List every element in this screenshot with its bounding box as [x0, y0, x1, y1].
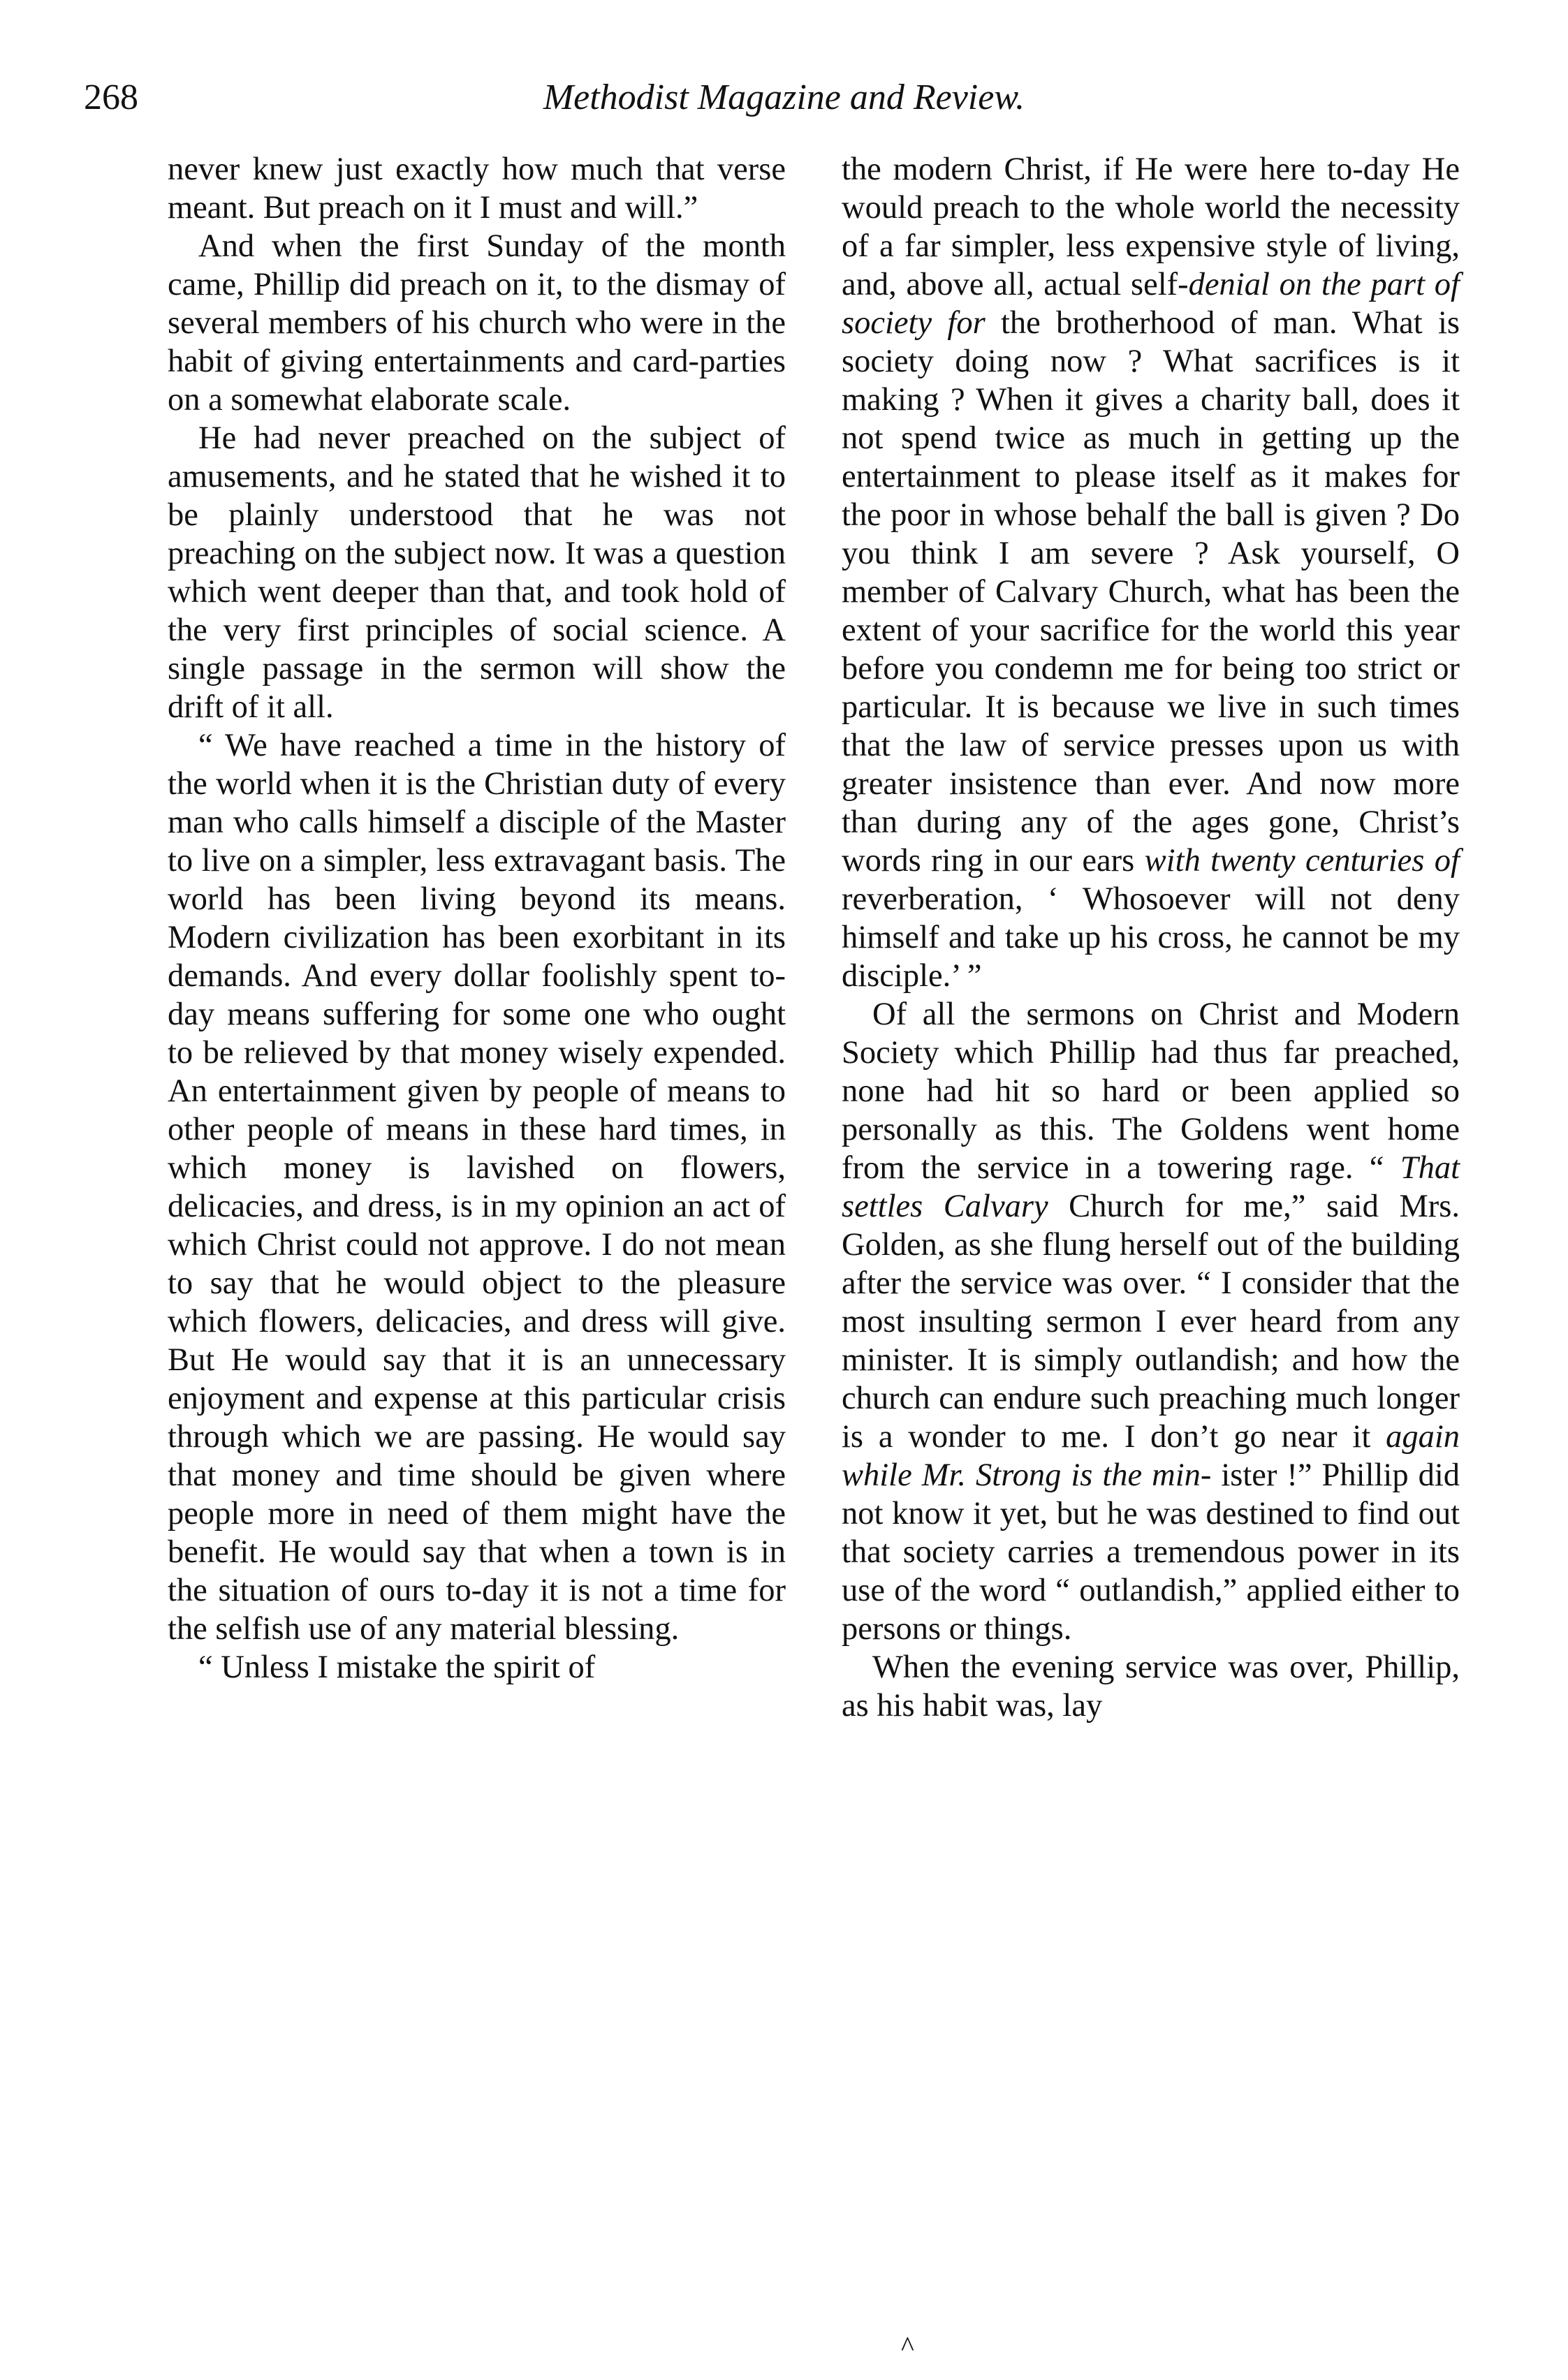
text-run: ister !” Phillip did not know it yet, but he was destined to find out that society carries a tremendous power in its use of the word “ outlandish,” applied either to persons or things.	[842, 1457, 1460, 1647]
paragraph: “ We have reached a time in the history of the world when it is the Christian duty of every man who calls himself a disciple of the Master to live on a simpler, less extravagant basis. The world has been living beyond its means. Modern civilization has been exorbitant in its demands. And every dollar foolishly spent to-day means suffering for some one who ought to be relieved by that money wisely expended. An entertainment given by people of means to other people of means in these hard times, in which money is lavished on flowers, delicacies, and dress, is in my opinion an act of which Christ could not approve. I do not mean to say that he would object to the pleasure which flowers, delicacies, and dress will give. But He would say that it is an unnecessary enjoyment and expense at this particular crisis through which we are passing. He would say that money and time should be given where people more in need of them might have the benefit. He would say that when a town is in the situation of ours to-day it is not a time for the selfish use of any material blessing.	[168, 728, 786, 1647]
text-run: Church for me,” said Mrs. Golden, as she flung herself out of the building after the service was over. “ I consider that the most insulting sermon I ever heard from any minister. It is simply outlandish; and how the church can endure such preaching much longer is a wonder to me. I don’t go near it	[842, 1189, 1460, 1455]
italic-text: That settles Calvary	[842, 1150, 1460, 1224]
paragraph	[842, 995, 1460, 1648]
text-run: the modern Christ, if He were here to-day He would preach to the whole world the necessity of a far simpler, less expensive style of living, and, above all, actual self-	[842, 152, 1460, 302]
page-header	[0, 70, 1568, 126]
footer-mark: ^	[901, 2330, 914, 2362]
running-title: Methodist Magazine and Review.	[543, 78, 1025, 117]
text-run: Of all the sermons on Christ and Modern Society which Phillip had thus far preached, none had hit so hard or been applied so personally as this. The Goldens went home from the service in a towering rage. “	[842, 997, 1460, 1186]
paragraph: He had never preached on the subject of amusements, and he stated that he wished it to be plainly understood that he was not preaching on the subject now. It was a question which went deeper than that, and took hold of the very first principles of social science. A single passage in the sermon will show the drift of it all.	[168, 420, 786, 725]
text-run: the brotherhood of man. What is society doing now ? What sacrifices is it making ? When it gives a charity ball, does it not spend twice as much in getting up the entertainment to please itself as it makes for the poor in whose behalf the ball is given ? Do you think I am severe ? Ask yourself, O member of Calvary Church, what has been the extent of your sacrifice for the world this year before you condemn me for being too strict or particular. It is because we live in such times that the law of service presses upon us with greater insistence than ever. And now more than during any of the ages gone, Christ’s words ring in our ears	[842, 305, 1460, 879]
italic-text: with twenty centuries of	[1144, 843, 1460, 879]
right-column	[842, 150, 1460, 1725]
text-run: reverberation, ‘ Whosoever will not deny himself and take up his cross, he cannot be my disciple.’ ”	[842, 881, 1460, 994]
paragraph	[842, 150, 1460, 995]
page-number: 268	[84, 78, 138, 117]
paragraph: never knew just exactly how much that verse meant. But preach on it I must and will.”	[168, 152, 786, 226]
paragraph: “ Unless I mistake the spirit of	[198, 1650, 596, 1685]
paragraph: And when the first Sunday of the month came, Phillip did preach on it, to the dismay of several members of his church who were in the habit of giving entertainments and card-parties on a somewhat elaborate scale.	[168, 228, 786, 418]
left-column	[168, 150, 786, 1687]
italic-text: denial on the part of society for	[842, 267, 1460, 341]
paragraph: When the evening service was over, Phillip, as his habit was, lay	[842, 1650, 1460, 1724]
italic-text: again while Mr. Strong is the min-	[842, 1419, 1460, 1493]
